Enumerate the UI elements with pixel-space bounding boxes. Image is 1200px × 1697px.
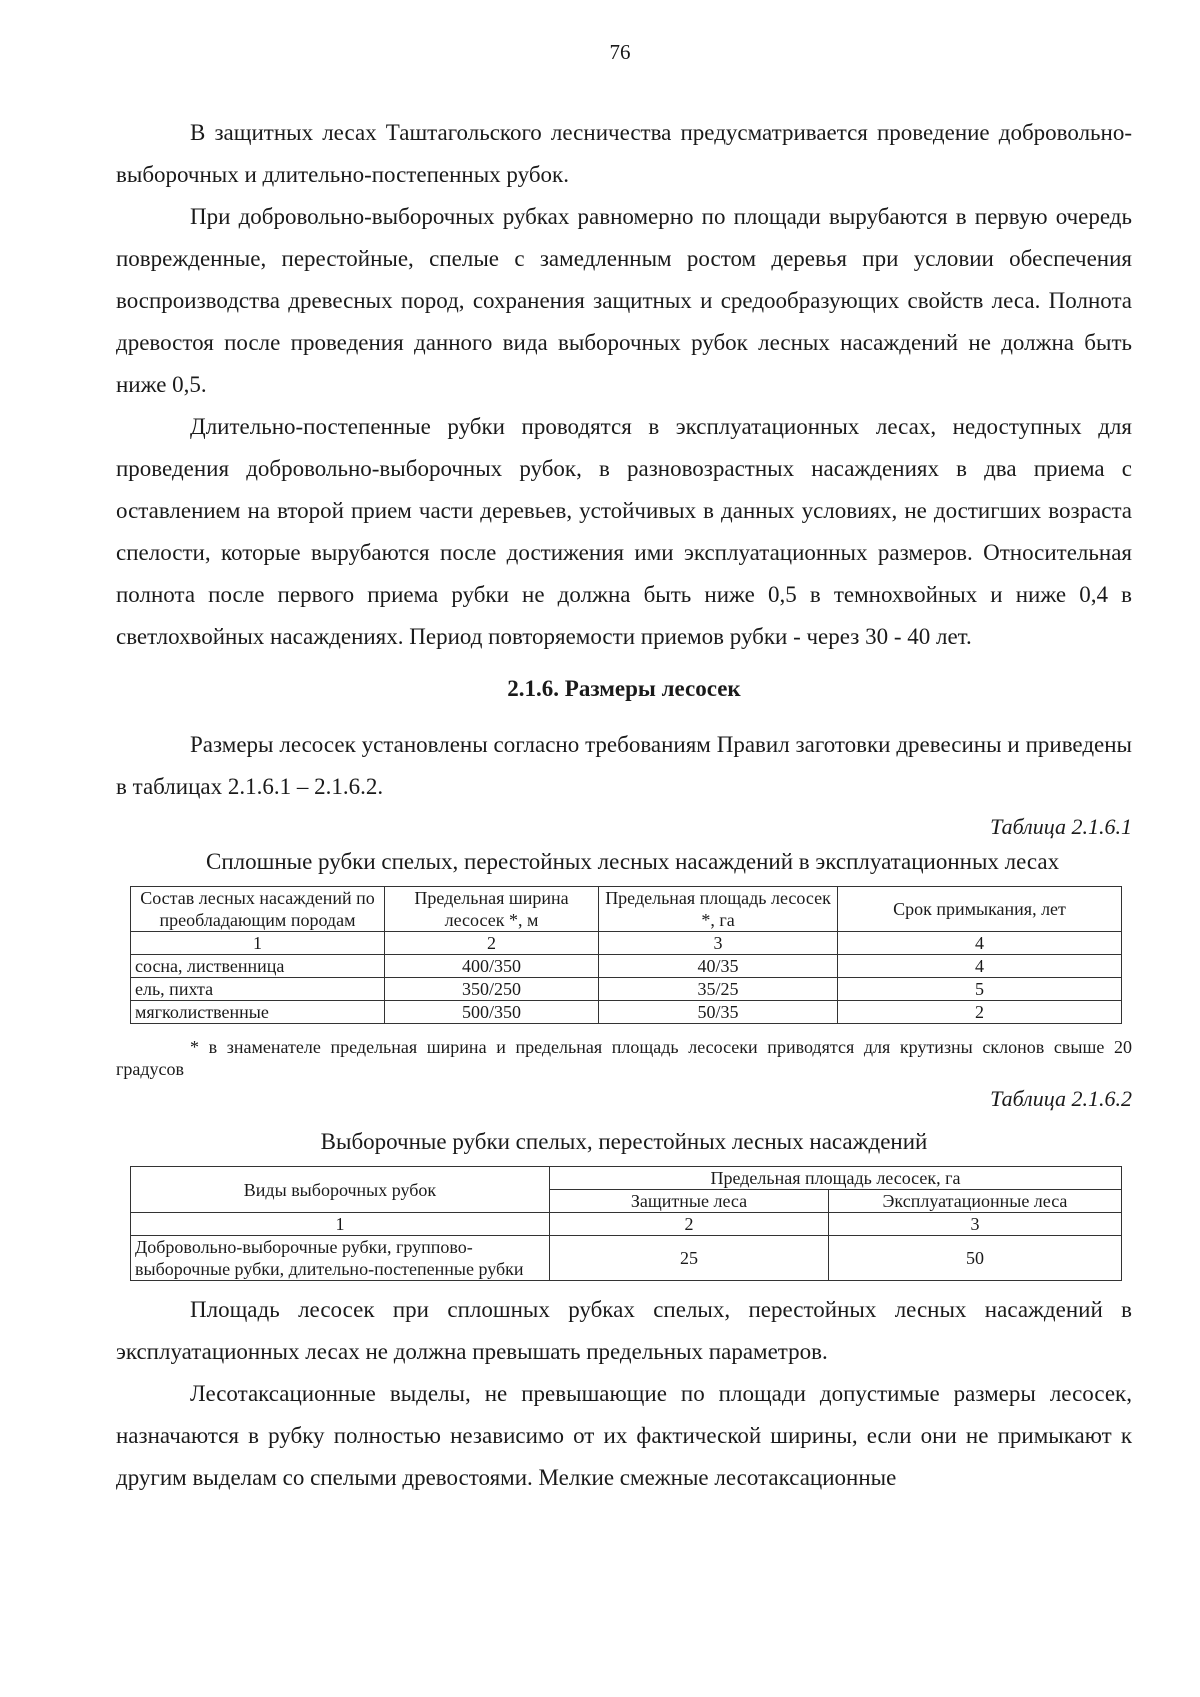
table-header-cell: Срок примыкания, лет [838,887,1122,932]
table-cell: 35/25 [599,978,838,1001]
table-cell: 2 [385,932,599,955]
table-header-row [131,1167,1122,1190]
table-cell: 2 [550,1213,829,1236]
page-number: 76 [609,40,631,64]
section-heading: 2.1.6. Размеры лесосек [507,676,741,701]
table-cell: 2 [838,1001,1122,1024]
spacer [116,1281,1132,1289]
table-header-cell: Предельная ширина лесосек *, м [385,887,599,932]
table-selective-sizes [130,1166,1122,1281]
table-number-row [131,932,1122,955]
table-cell: 3 [829,1213,1122,1236]
table-header-row [131,887,1122,932]
paragraph: Длительно-постепенные рубки проводятся в эксплуатационных лесах, недоступных для проведения добровольно-выборочных рубок, в разновозрастных насаждениях в два приема с оставлением на второй прием части деревьев, устойчивых в данных условиях, не достигших возраста спелости, которые вырубаются после достижения ими эксплуатационных размеров. Относительная полнота после первого приема рубки не должна быть ниже 0,5 в темнохвойных и ниже 0,4 в светлохвойных насаждениях. Период повторяемости приемов рубки - через 30 - 40 лет. [116,414,1132,649]
table-caption: Таблица 2.1.6.1 [990,814,1132,839]
paragraph: Размеры лесосек установлены согласно требованиям Правил заготовки древесины и приведены в таблицах 2.1.6.1 – 2.1.6.2. [116,732,1132,799]
table-cell: ель, пихта [131,978,385,1001]
table-clearcut-sizes [130,886,1122,1024]
table-header-cell: Эксплуатационные леса [829,1190,1122,1213]
table-header-cell: Предельная площадь лесосек *, га [599,887,838,932]
table-cell: мягколиственные [131,1001,385,1024]
table-cell: 50/35 [599,1001,838,1024]
table-caption: Таблица 2.1.6.2 [990,1086,1132,1111]
paragraph: При добровольно-выборочных рубках равномерно по площади вырубаются в первую очередь поврежденные, перестойные, спелые с замедленным ростом деревья при условии обеспечения воспроизводства древесных пород, сохранения защитных и средообразующих свойств леса. Полнота древостоя после проведения данного вида выборочных рубок лесных насаждений не должна быть ниже 0,5. [116,204,1132,397]
paragraph: Площадь лесосек при сплошных рубках спелых, перестойных лесных насаждений в эксплуатационных лесах не должна превышать предельных параметров. [116,1297,1132,1364]
table-cell: 50 [829,1236,1122,1281]
table-header-cell: Защитные леса [550,1190,829,1213]
document-body [116,112,1132,1499]
table-number-row [131,1213,1122,1236]
paragraph: Лесотаксационные выделы, не превышающие по площади допустимые размеры лесосек, назначаются в рубку полностью независимо от их фактической ширины, если они не примыкают к другим выделам со спелыми древостоями. Мелкие смежные лесотаксационные [116,1381,1132,1490]
paragraph: В защитных лесах Таштагольского лесничества предусматривается проведение добровольно-выборочных и длительно-постепенных рубок. [116,120,1132,187]
table-header-cell: Предельная площадь лесосек, га [550,1167,1122,1190]
table-cell: 350/250 [385,978,599,1001]
table-title: Выборочные рубки спелых, перестойных лесных насаждений [320,1129,928,1154]
table-header-cell: Виды выборочных рубок [131,1167,550,1213]
table-cell: 25 [550,1236,829,1281]
table-cell: 400/350 [385,955,599,978]
table-footnote: * в знаменателе предельная ширина и предельная площадь лесосеки приводятся для крутизны склонов свыше 20 градусов [116,1037,1132,1079]
table-cell: 3 [599,932,838,955]
table-header-cell: Состав лесных насаждений по преобладающим породам [131,887,385,932]
table-title: Сплошные рубки спелых, перестойных лесных насаждений в эксплуатационных лесах [206,849,1060,874]
table-cell: 1 [131,1213,550,1236]
table-row [131,955,1122,978]
table-row [131,1236,1122,1281]
table-cell: 4 [838,932,1122,955]
table-cell: 1 [131,932,385,955]
table-cell: 4 [838,955,1122,978]
table-cell: 5 [838,978,1122,1001]
table-row [131,978,1122,1001]
table-cell: 40/35 [599,955,838,978]
table-cell: сосна, лиственница [131,955,385,978]
table-row [131,1001,1122,1024]
table-cell: Добровольно-выборочные рубки, группово-выборочные рубки, длительно-постепенные рубки [131,1236,550,1281]
table-cell: 500/350 [385,1001,599,1024]
